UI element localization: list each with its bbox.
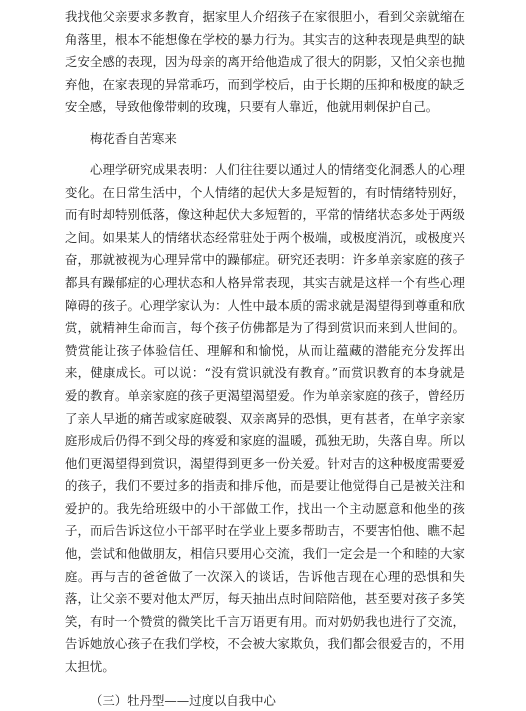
document-page — [65, 6, 465, 711]
paragraph-2: 心理学研究成果表明：人们往往要以通过人的情绪变化洞悉人的心理变化。在日常生活中，个人情绪的起伏大多是短暂的，有时情绪特别好，而有时却特别低落，像这种起伏大多短暂的，平常的情绪状态多处于两级之间。如果某人的情绪状态经常驻处于两个极端，或极度消沉，或极度兴奋，那就被视为心理异常中的躁郁症。研究还表明：许多单亲家庭的孩子都具有躁郁症的心理状态和人格异常表现，其实吉就是这样一个有些心理障碍的孩子。心理学家认为：人性中最本质的需求就是渴望得到尊重和欣赏，就精神生命而言，每个孩子仿佛都是为了得到赏识而来到人世间的。赞赏能让孩子体验信任、理解和和愉悦，从而让蕴藏的潜能充分发挥出来，健康成长。可以说：“没有赏识就没有教育。”而赏识教育的本身就是爱的教育。单亲家庭的孩子更渴望渴望爱。作为单亲家庭的孩子，曾经历了亲人早逝的痛苦或家庭破裂、双亲离异的恐惧，更有甚者，在单字亲家庭形成后仍得不到父母的疼爱和家庭的温暖，孤独无助，失落自卑。所以他们更渴望得到赏识，渴望得到更多一份关爱。针对吉的这种极度需要爱的孩子，我们不要过多的指责和排斥他，而是要让他觉得自己是被关注和爱护的。我先给班级中的小干部做工作，找出一个主动愿意和他坐的孩子，而后告诉这位小干部平时在学业上要多帮助吉，不要害怕他、瞧不起他，尝试和他做朋友，相信只要用心交流，我们一定会是一个和睦的大家庭。再与吉的爸爸做了一次深入的谈话，告诉他吉现在心理的恐惧和失落，让父亲不要对他太严厉，每天抽出点时间陪陪他，甚至要对孩子多笑笑，有时一个赞赏的微笑比千言万语更有用。而对奶奶我也进行了交流，告诉她放心孩子在我们学校，不会被大家欺负，我们都会很爱吉的，不用太担忧。 — [65, 161, 465, 675]
section-heading-peony: （三）牡丹型——过度以自我中心 — [90, 692, 276, 708]
section-heading-plum: 梅花香自苦寒来 — [90, 130, 177, 146]
paragraph-1: 我找他父亲要求多教育，据家里人介绍孩子在家很胆小，看到父亲就缩在角落里，根本不能想像在学校的暴力行为。其实吉的这种表现是典型的缺乏安全感的表现，因为母亲的离开给他造成了很大的阴影，又怕父亲也抛弃他，在家表现的异常乖巧，而到学校后，由于长期的压抑和极度的缺乏安全感，导致他像带刺的玫瑰，只要有人靠近，他就用刺保护自己。 — [65, 9, 465, 115]
